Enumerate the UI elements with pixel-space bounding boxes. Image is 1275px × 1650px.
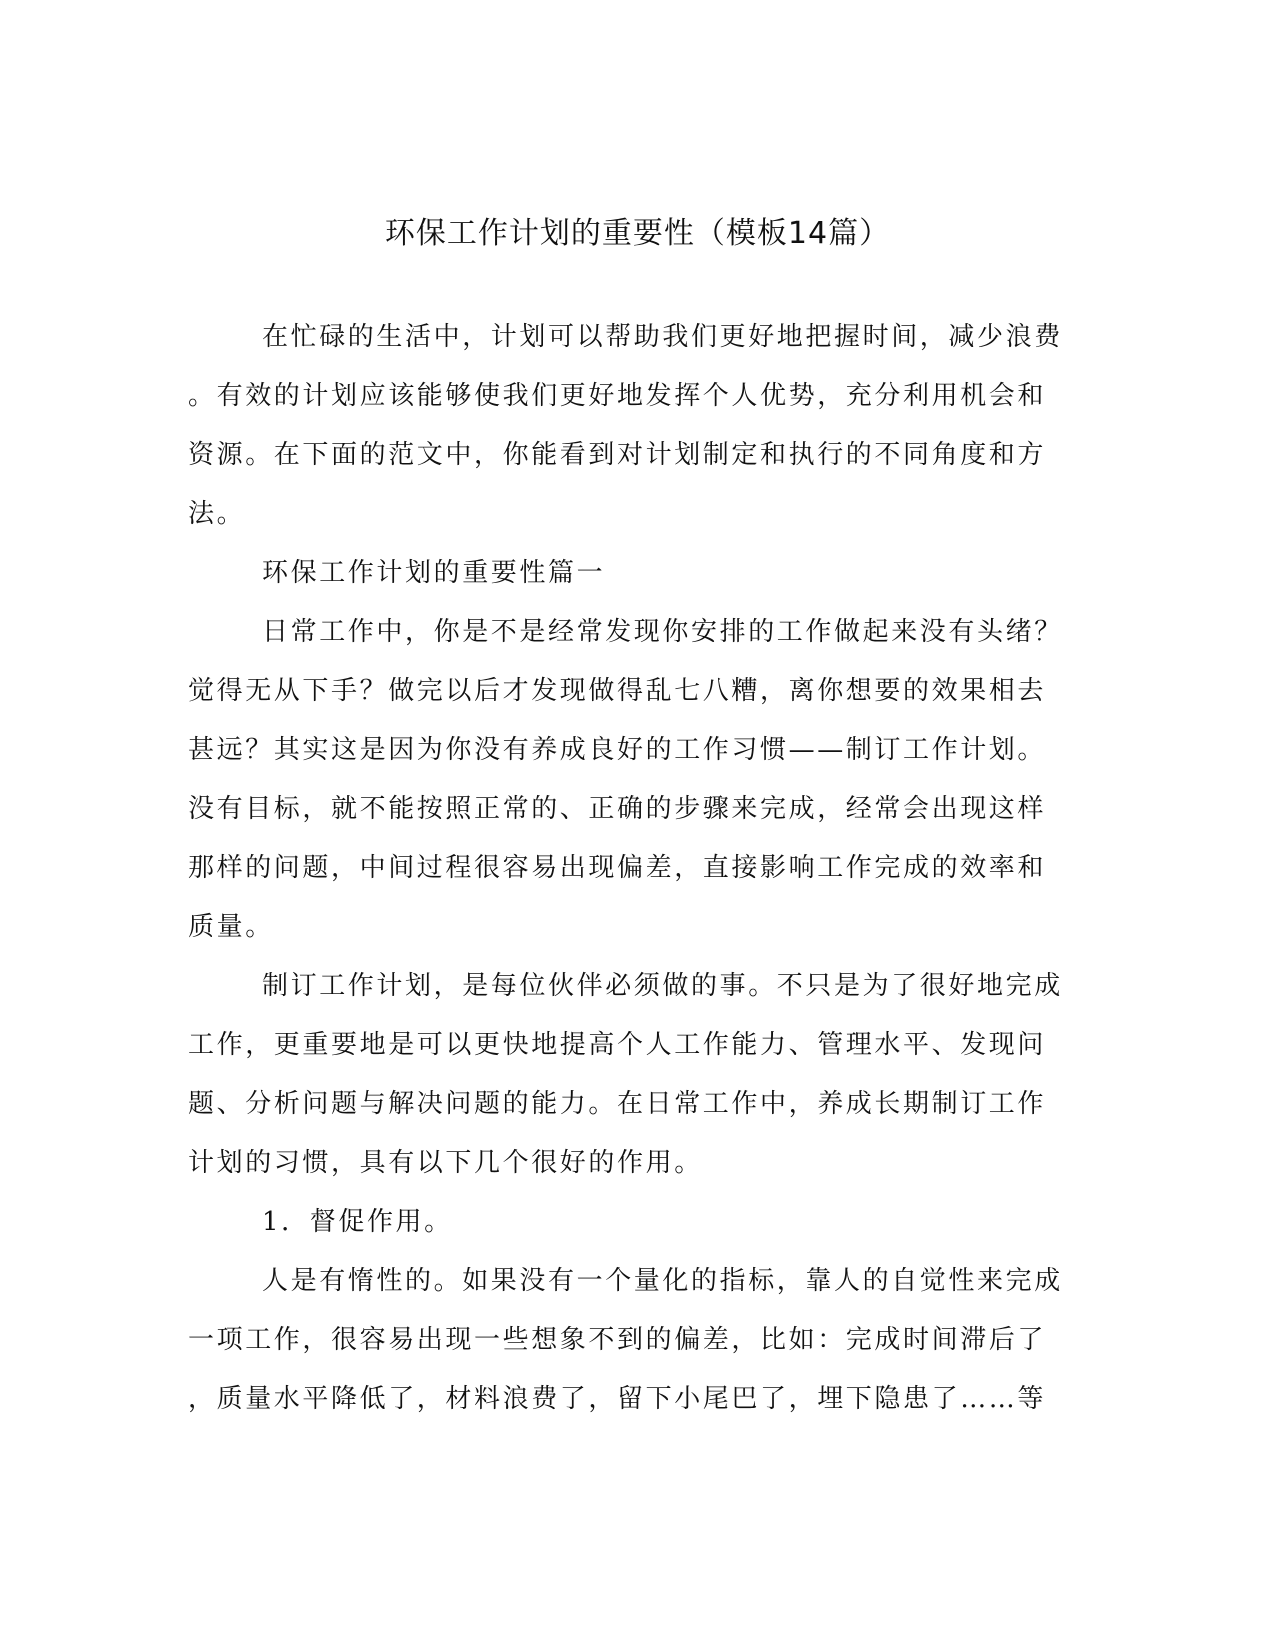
document-title: 环保工作计划的重要性（模板14篇） <box>384 216 891 251</box>
paragraph-line: 计划的习惯，具有以下几个很好的作用。 <box>188 1148 703 1178</box>
paragraph-line: 。有效的计划应该能够使我们更好地发挥个人优势，充分利用机会和 <box>188 381 1047 411</box>
paragraph-line: 题、分析问题与解决问题的能力。在日常工作中，养成长期制订工作 <box>188 1089 1047 1119</box>
list-item-heading: 1．督促作用。 <box>262 1207 453 1237</box>
paragraph-line: 人是有惰性的。如果没有一个量化的指标，靠人的自觉性来完成 <box>262 1266 1063 1296</box>
paragraph-line: 法。 <box>188 499 246 529</box>
paragraph-line: 制订工作计划，是每位伙伴必须做的事。不只是为了很好地完成 <box>262 971 1063 1001</box>
paragraph-line: 甚远？其实这是因为你没有养成良好的工作习惯——制订工作计划。 <box>188 735 1047 765</box>
paragraph-line: 一项工作，很容易出现一些想象不到的偏差，比如：完成时间滞后了 <box>188 1325 1047 1355</box>
paragraph-line: 觉得无从下手？做完以后才发现做得乱七八糟，离你想要的效果相去 <box>188 676 1047 706</box>
paragraph-line: ，质量水平降低了，材料浪费了，留下小尾巴了，埋下隐患了……等 <box>188 1384 1047 1414</box>
paragraph-line: 没有目标，就不能按照正常的、正确的步骤来完成，经常会出现这样 <box>188 794 1047 824</box>
paragraph-line: 那样的问题，中间过程很容易出现偏差，直接影响工作完成的效率和 <box>188 853 1047 883</box>
paragraph-line: 日常工作中，你是不是经常发现你安排的工作做起来没有头绪？ <box>262 617 1063 647</box>
section-heading: 环保工作计划的重要性篇一 <box>262 558 606 588</box>
paragraph-line: 资源。在下面的范文中，你能看到对计划制定和执行的不同角度和方 <box>188 440 1047 470</box>
paragraph-line: 在忙碌的生活中，计划可以帮助我们更好地把握时间，减少浪费 <box>262 322 1063 352</box>
paragraph-line: 工作，更重要地是可以更快地提高个人工作能力、管理水平、发现问 <box>188 1030 1047 1060</box>
paragraph-line: 质量。 <box>188 912 274 942</box>
